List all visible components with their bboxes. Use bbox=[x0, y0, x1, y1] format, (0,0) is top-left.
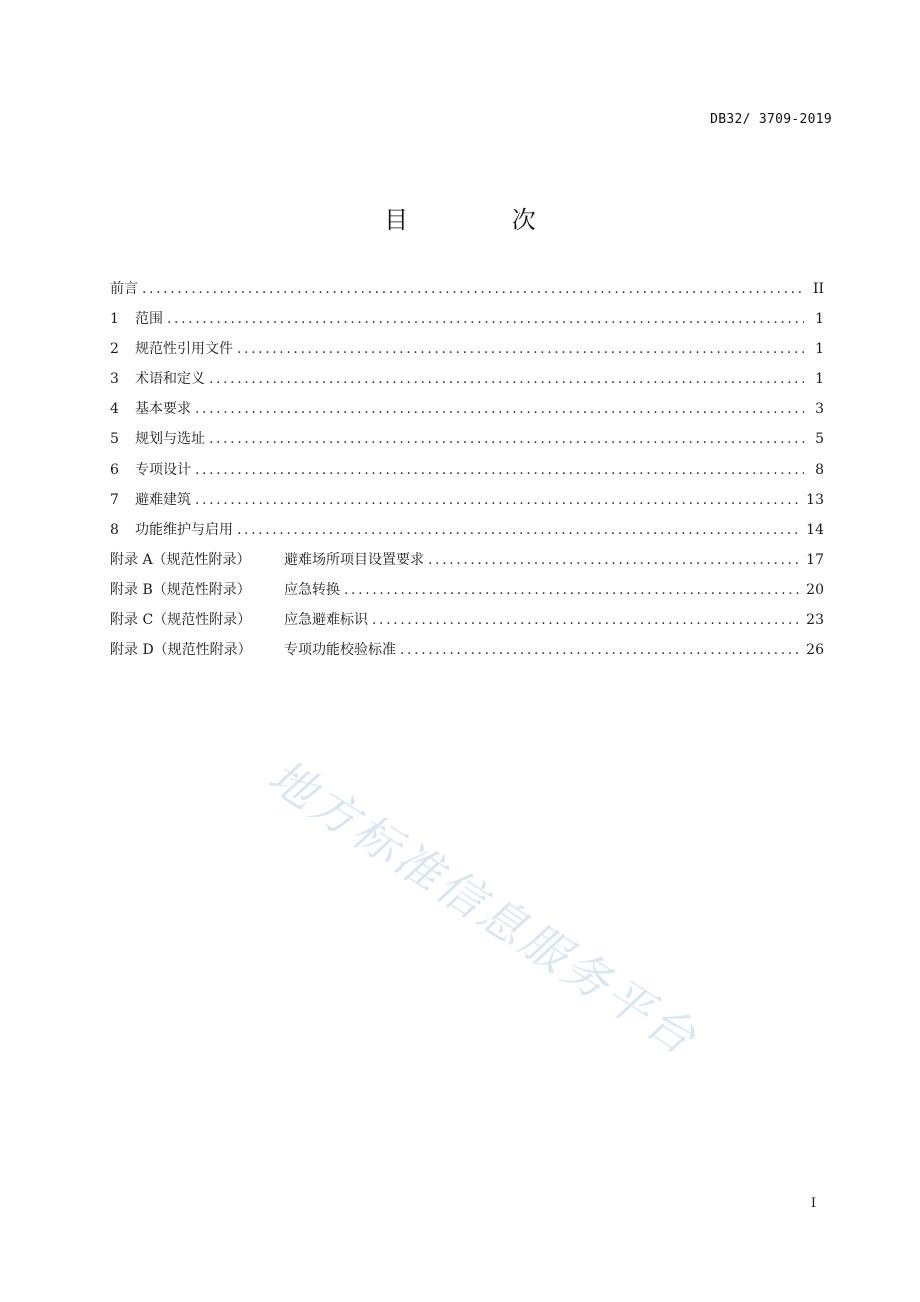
page-number: I bbox=[810, 1196, 816, 1211]
toc-entry-scope[interactable] bbox=[110, 308, 824, 338]
toc-entry-page: 1 bbox=[815, 341, 824, 358]
toc-entry-number: 7 bbox=[110, 491, 119, 508]
toc-entry-page: II bbox=[812, 281, 824, 297]
toc-entry-page: 1 bbox=[815, 371, 824, 388]
toc-dot-leader bbox=[167, 308, 804, 330]
toc-entry-page: 1 bbox=[815, 311, 824, 328]
toc-entry-label: 功能维护与启用 bbox=[135, 521, 233, 538]
table-of-contents bbox=[110, 278, 824, 669]
toc-entry-label: 基本要求 bbox=[135, 401, 191, 418]
toc-entry-page: 8 bbox=[815, 461, 824, 478]
toc-appendix-prefix: 附录 B（规范性附录） bbox=[110, 581, 251, 598]
toc-entry-special-design[interactable] bbox=[110, 459, 824, 489]
toc-dot-leader bbox=[209, 368, 804, 390]
toc-entry-number: 6 bbox=[110, 461, 119, 478]
toc-dot-leader bbox=[400, 639, 800, 661]
toc-entry-number: 1 bbox=[110, 311, 119, 328]
toc-entry-page: 17 bbox=[806, 551, 824, 568]
toc-entry-planning-siting[interactable] bbox=[110, 428, 824, 458]
toc-entry-shelter-buildings[interactable] bbox=[110, 489, 824, 519]
toc-entry-appendix-c[interactable] bbox=[110, 609, 824, 639]
toc-dot-leader bbox=[195, 398, 804, 420]
toc-dot-leader bbox=[209, 428, 804, 450]
toc-dot-leader bbox=[237, 519, 800, 541]
toc-dot-leader bbox=[372, 609, 800, 631]
toc-dot-leader bbox=[428, 549, 800, 571]
toc-entry-label: 前言 bbox=[110, 281, 138, 297]
toc-entry-page: 26 bbox=[806, 642, 824, 659]
toc-entry-label: 避难建筑 bbox=[135, 491, 191, 508]
toc-entry-number: 4 bbox=[110, 401, 119, 418]
toc-entry-appendix-b[interactable] bbox=[110, 579, 824, 609]
toc-entry-label: 应急避难标识 bbox=[284, 612, 368, 629]
toc-entry-page: 13 bbox=[806, 491, 824, 508]
toc-appendix-prefix: 附录 A（规范性附录） bbox=[110, 551, 251, 568]
toc-dot-leader bbox=[142, 278, 804, 300]
toc-entry-foreword[interactable] bbox=[110, 278, 824, 308]
toc-appendix-prefix: 附录 D（规范性附录） bbox=[110, 642, 252, 659]
toc-entry-maintenance-activation[interactable] bbox=[110, 519, 824, 549]
toc-entry-page: 20 bbox=[806, 581, 824, 598]
toc-entry-label: 规划与选址 bbox=[135, 431, 205, 448]
toc-entry-appendix-d[interactable] bbox=[110, 639, 824, 669]
toc-dot-leader bbox=[344, 579, 800, 601]
toc-entry-normative-references[interactable] bbox=[110, 338, 824, 368]
toc-entry-page: 5 bbox=[815, 431, 824, 448]
toc-entry-label: 范围 bbox=[135, 311, 163, 328]
toc-entry-page: 23 bbox=[806, 612, 824, 629]
toc-entry-terms-definitions[interactable] bbox=[110, 368, 824, 398]
toc-entry-page: 3 bbox=[815, 401, 824, 418]
toc-entry-number: 3 bbox=[110, 371, 119, 388]
toc-entry-appendix-a[interactable] bbox=[110, 549, 824, 579]
toc-title: 目 次 bbox=[384, 206, 584, 234]
document-code: DB32/ 3709-2019 bbox=[710, 112, 832, 127]
toc-entry-label: 术语和定义 bbox=[135, 371, 205, 388]
toc-dot-leader bbox=[237, 338, 804, 360]
toc-entry-label: 专项功能校验标准 bbox=[284, 642, 396, 659]
toc-appendix-prefix: 附录 C（规范性附录） bbox=[110, 612, 252, 629]
toc-dot-leader bbox=[195, 489, 800, 511]
toc-entry-label: 避难场所项目设置要求 bbox=[284, 551, 424, 568]
toc-entry-number: 2 bbox=[110, 341, 119, 358]
toc-entry-number: 5 bbox=[110, 431, 119, 448]
watermark-text: 地方标准信息服务平台 bbox=[258, 748, 708, 1067]
toc-dot-leader bbox=[195, 459, 804, 481]
toc-entry-label: 专项设计 bbox=[135, 461, 191, 478]
toc-entry-number: 8 bbox=[110, 521, 119, 538]
toc-entry-label: 规范性引用文件 bbox=[135, 341, 233, 358]
toc-entry-basic-requirements[interactable] bbox=[110, 398, 824, 428]
toc-entry-page: 14 bbox=[806, 521, 824, 538]
toc-entry-label: 应急转换 bbox=[284, 581, 340, 598]
